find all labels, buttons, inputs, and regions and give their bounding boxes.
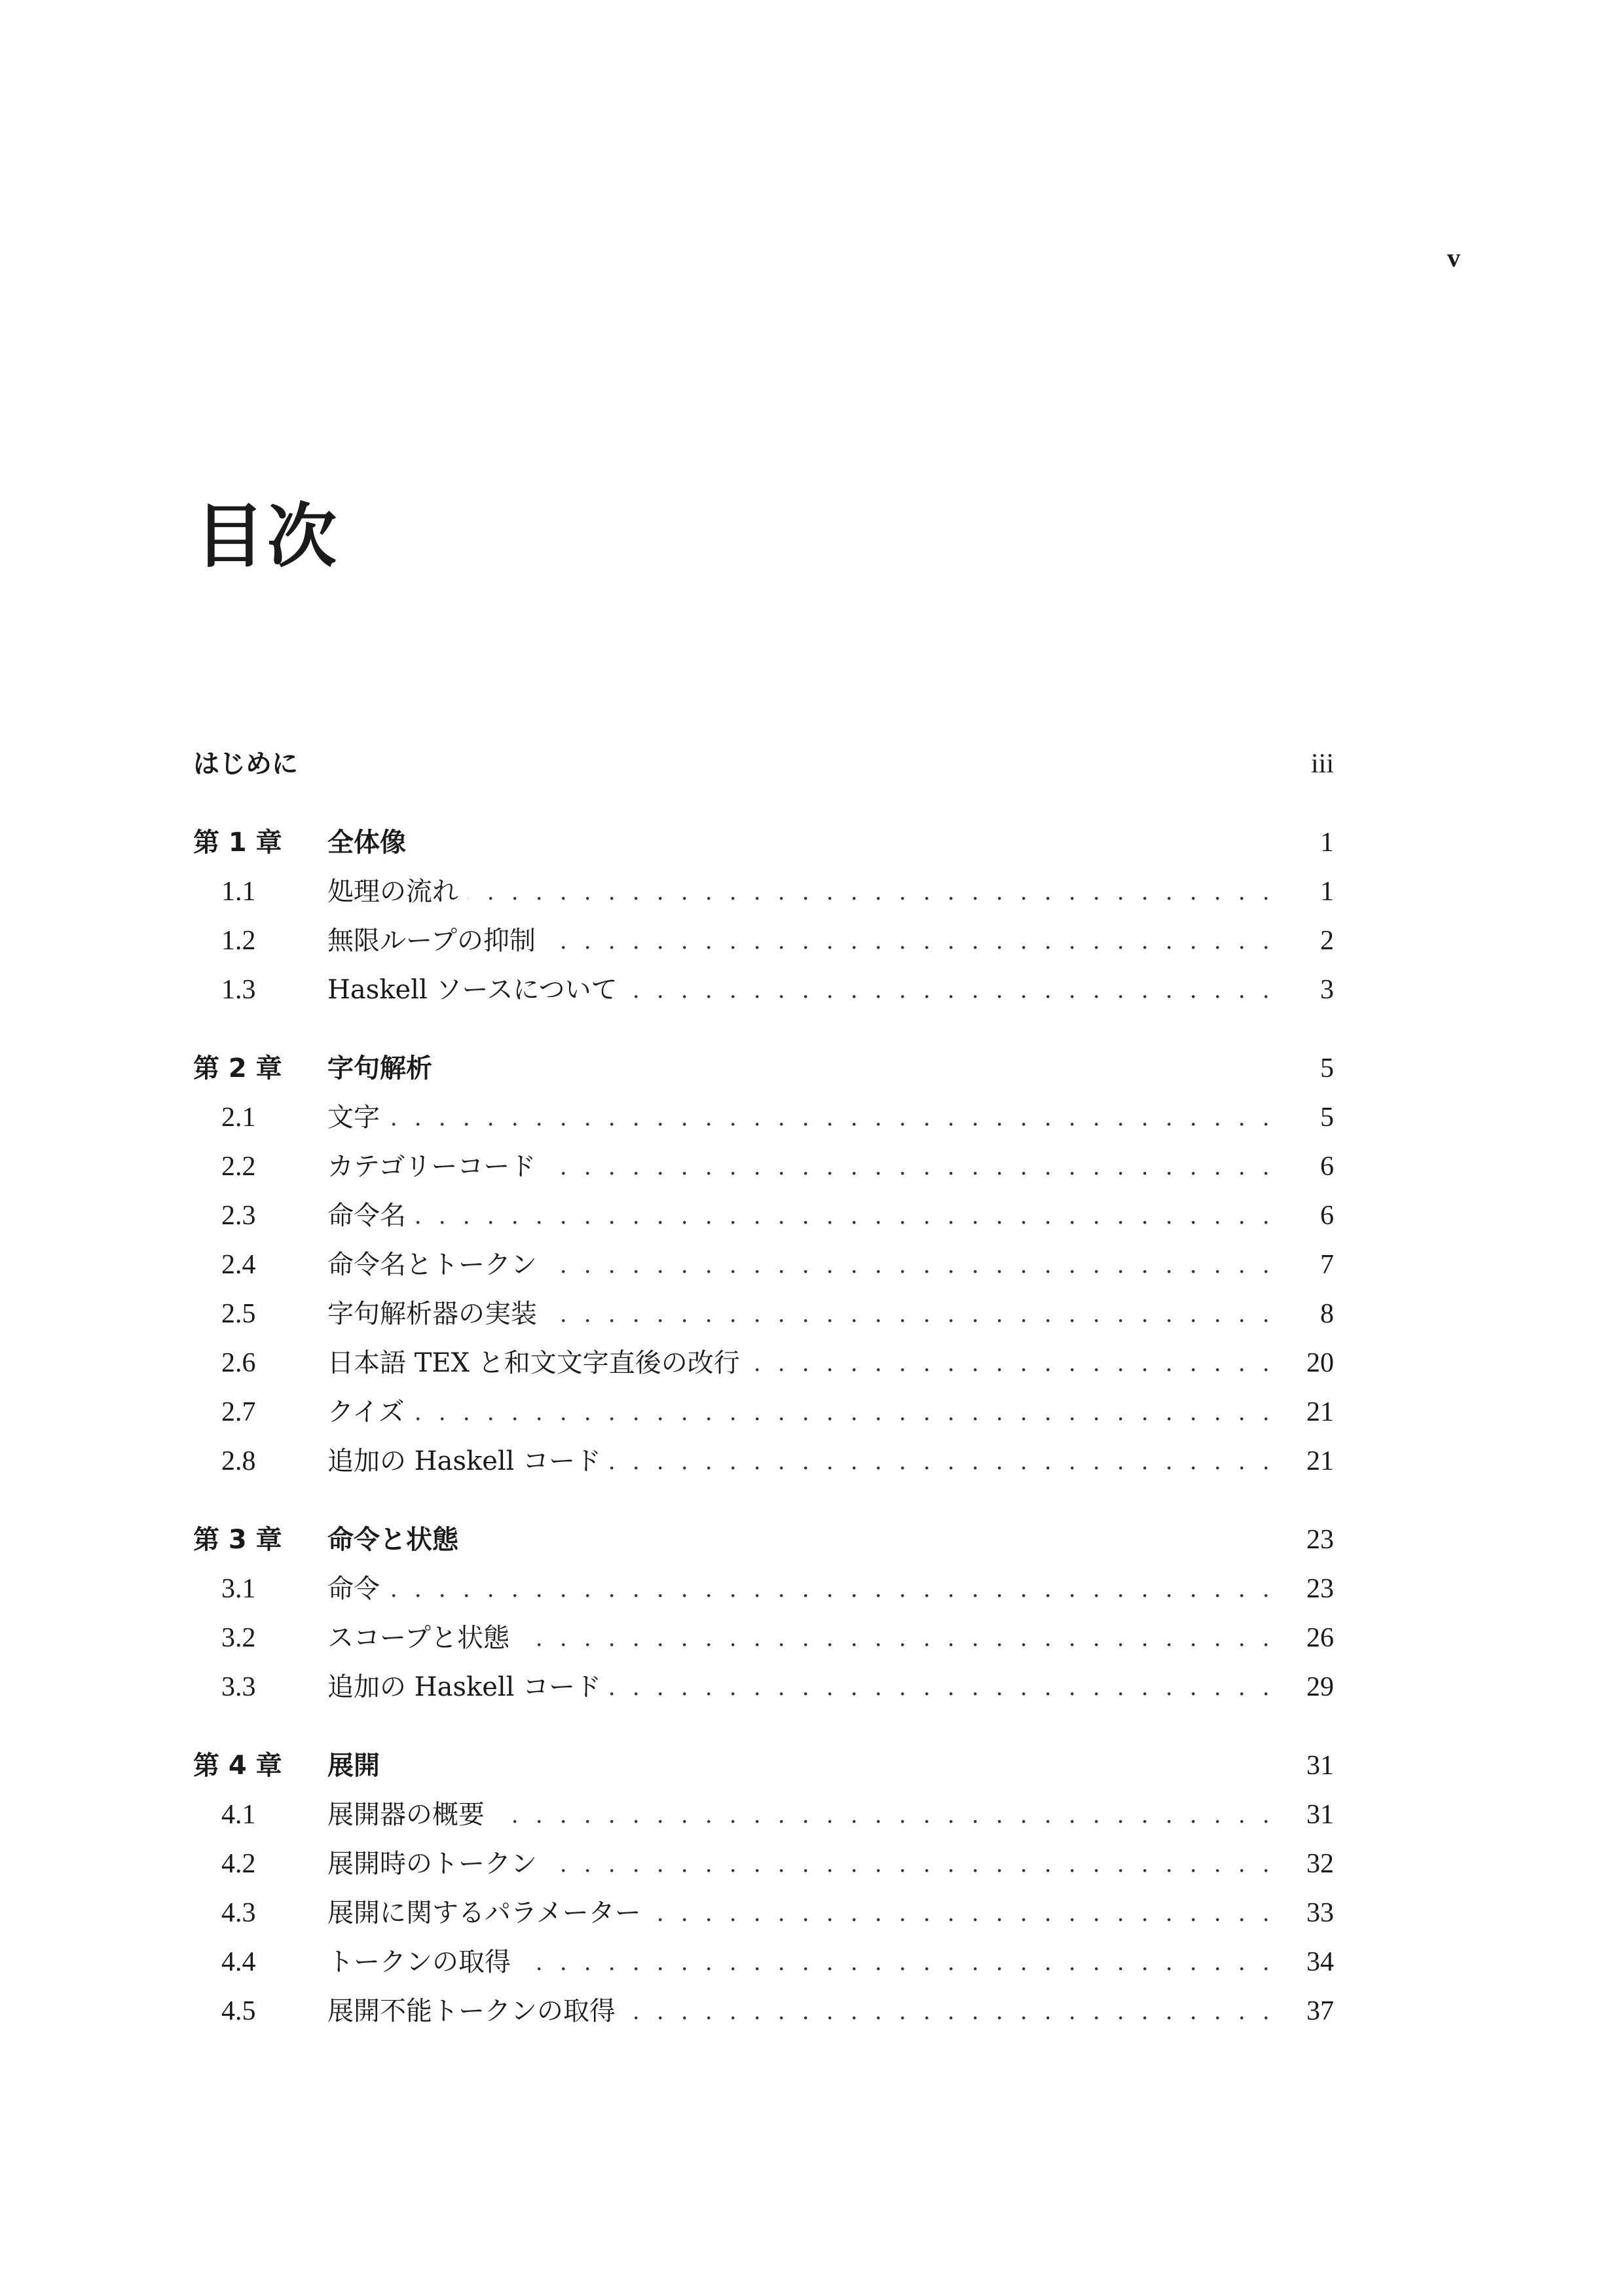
- dot-leader: [389, 1569, 1275, 1609]
- section-number: 1.1: [221, 877, 256, 907]
- section-number: 1.2: [221, 926, 256, 956]
- dot-leader: [546, 1294, 1275, 1334]
- dot-leader: [546, 1245, 1275, 1285]
- toc-page-number: 31: [1306, 1751, 1334, 1781]
- toc-section[interactable]: [193, 1569, 1334, 1609]
- toc-chapter-2[interactable]: [193, 1049, 1334, 1088]
- dot-leader: [520, 1942, 1275, 1982]
- section-title: 追加の Haskell コード: [327, 1446, 602, 1476]
- toc-title: はじめに: [193, 749, 298, 779]
- section-title: 文字: [327, 1102, 380, 1133]
- toc-chapter-3[interactable]: [193, 1520, 1334, 1559]
- toc-page-number: 5: [1320, 1053, 1334, 1084]
- toc-section[interactable]: [193, 1245, 1334, 1285]
- section-title: 日本語 TEX と和文文字直後の改行: [327, 1348, 740, 1378]
- chapter-number: 第 3 章: [193, 1525, 282, 1555]
- toc-section[interactable]: [193, 1667, 1334, 1707]
- toc-page-number: 21: [1306, 1397, 1334, 1427]
- page-number: v: [1447, 243, 1460, 272]
- toc-section[interactable]: [193, 1893, 1334, 1933]
- toc-page-number: 26: [1306, 1623, 1334, 1653]
- toc-page-number: 20: [1306, 1348, 1334, 1378]
- toc-page-number: 2: [1320, 926, 1334, 956]
- section-title: 展開時のトークン: [327, 1849, 537, 1879]
- section-title: 命令名とトークン: [327, 1250, 537, 1280]
- toc-chapter-1[interactable]: [193, 823, 1334, 862]
- section-number: 3.3: [221, 1672, 256, 1702]
- toc-section[interactable]: [193, 1992, 1334, 2031]
- dot-leader: [415, 1196, 1275, 1235]
- section-number: 2.2: [221, 1152, 256, 1182]
- section-title: スコープと状態: [327, 1623, 509, 1653]
- toc-section[interactable]: [193, 1442, 1334, 1481]
- chapter-title: 字句解析: [327, 1053, 432, 1084]
- toc-section[interactable]: [193, 872, 1334, 911]
- section-number: 2.1: [221, 1102, 256, 1133]
- chapter-number: 第 1 章: [193, 828, 282, 858]
- chapter-title: 展開: [327, 1751, 380, 1781]
- toc-section[interactable]: [193, 1942, 1334, 1982]
- section-title: 無限ループの抑制: [327, 926, 536, 956]
- toc-page-number: 1: [1320, 877, 1334, 907]
- dot-leader: [468, 872, 1275, 911]
- section-title: Haskell ソースについて: [327, 975, 618, 1005]
- dot-leader: [627, 970, 1275, 1010]
- dot-leader: [625, 1992, 1275, 2031]
- toc-page-number: 5: [1320, 1102, 1334, 1133]
- toc-page-number: 21: [1306, 1446, 1334, 1476]
- dot-leader: [494, 1795, 1275, 1834]
- section-number: 2.7: [221, 1397, 256, 1427]
- section-number: 2.4: [221, 1250, 256, 1280]
- section-title: 展開に関するパラメーター: [327, 1898, 641, 1928]
- chapter-number: 第 4 章: [193, 1751, 282, 1781]
- section-number: 3.2: [221, 1623, 256, 1653]
- toc-section[interactable]: [193, 1618, 1334, 1658]
- toc-section[interactable]: [193, 1294, 1334, 1334]
- section-number: 4.1: [221, 1800, 256, 1830]
- section-title: 命令名: [327, 1201, 406, 1231]
- dot-leader: [610, 1667, 1275, 1707]
- toc-page-number: 6: [1320, 1152, 1334, 1182]
- section-number: 1.3: [221, 975, 256, 1005]
- toc-chapter-4[interactable]: [193, 1746, 1334, 1785]
- dot-leader: [610, 1442, 1275, 1481]
- dot-leader: [519, 1618, 1275, 1658]
- page-title: 目次: [195, 496, 339, 577]
- section-number: 4.3: [221, 1898, 256, 1928]
- section-number: 3.1: [221, 1574, 256, 1604]
- section-number: 2.8: [221, 1446, 256, 1476]
- section-title: 処理の流れ: [327, 877, 458, 907]
- section-title: 字句解析器の実装: [327, 1299, 537, 1329]
- chapter-number: 第 2 章: [193, 1053, 282, 1084]
- toc-page-number: 31: [1306, 1800, 1334, 1830]
- dot-leader: [414, 1393, 1275, 1432]
- toc-page-number: 6: [1320, 1201, 1334, 1231]
- section-title: 命令: [327, 1574, 380, 1604]
- toc-section[interactable]: [193, 970, 1334, 1010]
- section-number: 2.5: [221, 1299, 256, 1329]
- toc-page-number: 34: [1306, 1947, 1334, 1977]
- toc-section[interactable]: [193, 1844, 1334, 1884]
- toc-page-number: 23: [1306, 1525, 1334, 1555]
- toc-section[interactable]: [193, 1098, 1334, 1137]
- section-number: 4.4: [221, 1947, 256, 1977]
- toc-page-number: 8: [1320, 1299, 1334, 1329]
- dot-leader: [650, 1893, 1275, 1933]
- toc-page-number: 1: [1320, 828, 1334, 858]
- section-number: 2.6: [221, 1348, 256, 1378]
- toc-page-number: 37: [1306, 1996, 1334, 2026]
- toc-section[interactable]: [193, 921, 1334, 960]
- dot-leader: [389, 1098, 1275, 1137]
- section-number: 4.2: [221, 1849, 256, 1879]
- chapter-title: 命令と状態: [327, 1525, 458, 1555]
- toc-page-number: 29: [1306, 1672, 1334, 1702]
- section-title: カテゴリーコード: [327, 1152, 536, 1182]
- section-title: 追加の Haskell コード: [327, 1672, 602, 1702]
- section-title: トークンの取得: [327, 1947, 511, 1977]
- section-title: 展開不能トークンの取得: [327, 1996, 616, 2026]
- chapter-title: 全体像: [327, 828, 406, 858]
- toc-page-number: iii: [1310, 749, 1334, 779]
- dot-leader: [545, 921, 1275, 960]
- section-title: 展開器の概要: [327, 1800, 485, 1830]
- toc-section[interactable]: [193, 1343, 1334, 1383]
- dot-leader: [749, 1343, 1275, 1383]
- toc-page-number: 7: [1320, 1250, 1334, 1280]
- toc-section[interactable]: [193, 1393, 1334, 1432]
- section-number: 4.5: [221, 1996, 256, 2026]
- dot-leader: [545, 1147, 1275, 1186]
- toc-entry-preface[interactable]: [193, 744, 1334, 784]
- section-number: 2.3: [221, 1201, 256, 1231]
- toc-section[interactable]: [193, 1795, 1334, 1834]
- toc-section[interactable]: [193, 1196, 1334, 1235]
- toc-page-number: 32: [1306, 1849, 1334, 1879]
- toc-section[interactable]: [193, 1147, 1334, 1186]
- toc-page-number: 3: [1320, 975, 1334, 1005]
- dot-leader: [546, 1844, 1275, 1884]
- toc-page-number: 33: [1306, 1898, 1334, 1928]
- toc-page-number: 23: [1306, 1574, 1334, 1604]
- section-title: クイズ: [327, 1397, 405, 1427]
